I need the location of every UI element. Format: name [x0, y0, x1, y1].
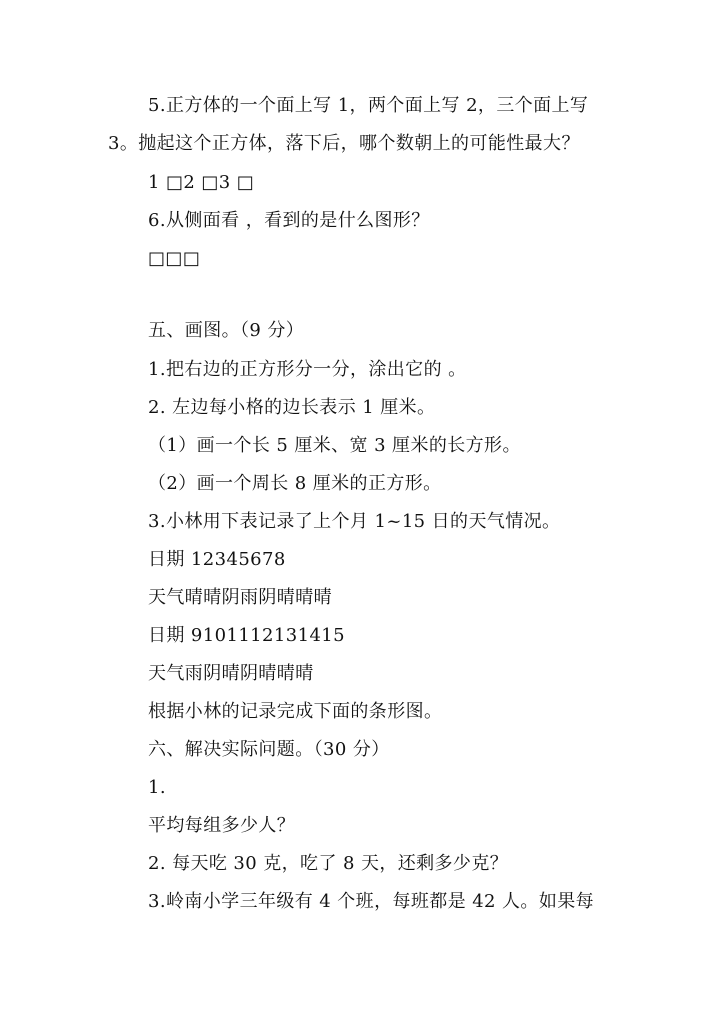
weather-dates-row-1: 日期 12345678 [148, 549, 286, 570]
drawing-question-2: 2. 左边每小格的边长表示 1 厘米。 [148, 397, 436, 418]
bar-chart-instruction: 根据小林的记录完成下面的条形图。 [148, 701, 443, 722]
drawing-question-2-part-1: （1）画一个长 5 厘米、宽 3 厘米的长方形。 [148, 435, 521, 456]
problem-3: 3.岭南小学三年级有 4 个班，每班都是 42 人。如果每 [148, 891, 595, 912]
drawing-question-3: 3.小林用下表记录了上个月 1~15 日的天气情况。 [148, 511, 561, 532]
problem-2: 2. 每天吃 30 克，吃了 8 天，还剩多少克？ [148, 853, 509, 874]
weather-row-2: 天气雨阴晴阴晴晴晴 [148, 663, 314, 684]
weather-row-1: 天气晴晴阴雨阴晴晴晴 [148, 587, 332, 608]
question-5-line-1: 5.正方体的一个面上写 1，两个面上写 2，三个面上写 [148, 95, 589, 116]
problem-1-number: 1. [148, 777, 166, 798]
drawing-question-2-part-2: （2）画一个周长 8 厘米的正方形。 [148, 473, 442, 494]
question-6-options: □□□ [148, 248, 201, 269]
section-6-heading: 六、解决实际问题。（30 分） [148, 739, 390, 760]
problem-1-question: 平均每组多少人？ [148, 815, 296, 836]
weather-dates-row-2: 日期 9101112131415 [148, 625, 345, 646]
section-5-heading: 五、画图。（9 分） [148, 320, 305, 341]
question-5-line-2: 3。抛起这个正方体，落下后，哪个数朝上的可能性最大？ [108, 133, 580, 154]
drawing-question-1: 1.把右边的正方形分一分，涂出它的 。 [148, 359, 467, 380]
question-6: 6.从侧面看 ，看到的是什么图形？ [148, 210, 430, 231]
question-5-options: 1 □2 □3 □ [148, 172, 255, 193]
